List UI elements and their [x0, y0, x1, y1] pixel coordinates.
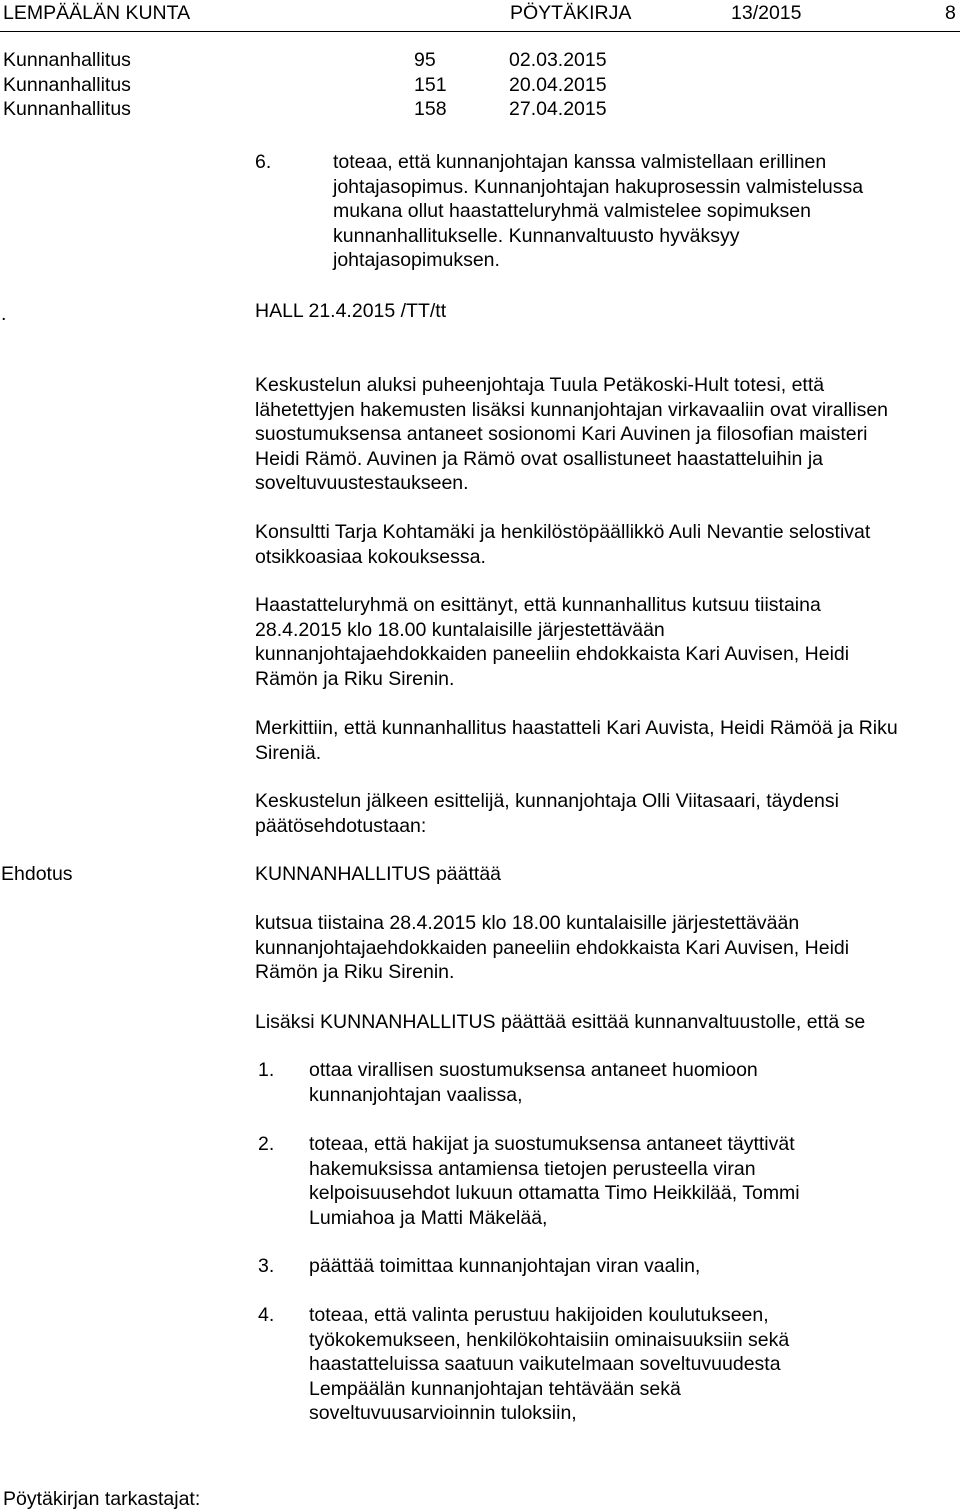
numbered-item-text — [309, 1254, 700, 1279]
text-line: otsikkoasiaa kokouksessa. — [255, 545, 486, 568]
text-line: Keskustelun aluksi puheenjohtaja Tuula Petäkoski-Hult totesi, että — [255, 374, 825, 396]
numbered-item-text — [309, 1058, 758, 1107]
paragraph — [255, 373, 888, 496]
text-line: johtajasopimus. Kunnanjohtajan hakuprosessin valmistelussa — [333, 175, 864, 198]
hall-reference: HALL 21.4.2015 /TT/tt — [255, 300, 447, 322]
paragraph — [255, 911, 849, 985]
paragraph — [255, 520, 870, 569]
header-divider — [0, 31, 960, 32]
paragraph — [255, 593, 849, 691]
item-number: 3. — [258, 1255, 275, 1277]
text-line: johtajasopimuksen. — [333, 249, 500, 271]
margin-dot: . — [1, 303, 7, 325]
text-line: Heidi Rämö. Auvinen ja Rämö ovat osallistuneet haastatteluihin ja — [255, 447, 823, 470]
text-line: työkokemukseen, henkilökohtaisiin ominaisuuksiin sekä — [309, 1328, 790, 1351]
numbered-item-text — [333, 150, 863, 273]
document-type: PÖYTÄKIRJA — [510, 2, 632, 24]
text-line: kutsua tiistaina 28.4.2015 klo 18.00 kuntalaisille järjestettävään — [255, 912, 800, 934]
text-line: toteaa, että valinta perustuu hakijoiden koulutukseen, — [309, 1304, 769, 1326]
numbered-item-text — [309, 1303, 789, 1426]
footer-reviewers-label: Pöytäkirjan tarkastajat: — [3, 1488, 201, 1510]
reference-body: Kunnanhallitus — [3, 73, 131, 96]
text-line: kelpoisuusehdot lukuun ottamatta Timo Heikkilää, Tommi — [309, 1182, 800, 1204]
paragraph — [255, 789, 839, 838]
reference-date: 20.04.2015 — [509, 73, 607, 96]
text-line: hakemuksissa antamiensa tietojen perusteella viran — [309, 1157, 756, 1180]
text-line: kunnanjohtajaehdokkaiden paneeliin ehdokkaista Kari Auvisen, Heidi — [255, 643, 850, 665]
item-number: 4. — [258, 1304, 275, 1326]
proposal-label: Ehdotus — [1, 863, 73, 885]
text-line: toteaa, että kunnanjohtajan kanssa valmistellaan erillinen — [333, 151, 827, 173]
text-line: lähetettyjen hakemusten lisäksi kunnanjohtajan virkavaaliin ovat virallisen — [255, 398, 889, 421]
document-number: 13/2015 — [731, 2, 802, 24]
reference-date: 27.04.2015 — [509, 98, 607, 120]
text-line: 28.4.2015 klo 18.00 kuntalaisille järjestettävään — [255, 618, 665, 641]
numbered-item-text — [309, 1132, 800, 1230]
reference-number: 151 — [414, 73, 447, 96]
reference-body: Kunnanhallitus — [3, 49, 131, 71]
text-line: Rämön ja Riku Sirenin. — [255, 667, 455, 690]
text-line: suostumuksensa antaneet sosionomi Kari Auvinen ja filosofian maisteri — [255, 423, 868, 445]
text-line: kunnanjohtajaehdokkaiden paneeliin ehdokkaista Kari Auvisen, Heidi — [255, 936, 850, 959]
reference-number: 158 — [414, 98, 447, 120]
reference-number: 95 — [414, 49, 436, 71]
item-number: 2. — [258, 1133, 275, 1155]
text-line: Rämön ja Riku Sirenin. — [255, 961, 455, 983]
item-number: 6. — [255, 151, 272, 173]
item-number: 1. — [258, 1059, 275, 1081]
proposal-heading: KUNNANHALLITUS päättää — [255, 863, 502, 885]
paragraph: Lisäksi KUNNANHALLITUS päättää esittää kunnanvaltuustolle, että se — [255, 1011, 866, 1033]
text-line: Lempäälän kunnanjohtajan tehtävään sekä — [309, 1377, 681, 1400]
municipality-name: LEMPÄÄLÄN KUNTA — [3, 2, 191, 24]
text-line: Lumiahoa ja Matti Mäkelää, — [309, 1206, 548, 1229]
text-line: Haastatteluryhmä on esittänyt, että kunnanhallitus kutsuu tiistaina — [255, 594, 821, 616]
text-line: ottaa virallisen suostumuksensa antaneet huomioon — [309, 1059, 758, 1081]
text-line: Merkittiin, että kunnanhallitus haastatteli Kari Auvista, Heidi Rämöä ja Riku — [255, 717, 898, 739]
reference-body: Kunnanhallitus — [3, 98, 131, 120]
text-line: Sireniä. — [255, 741, 322, 764]
text-line: päätösehdotustaan: — [255, 814, 427, 837]
page-number: 8 — [945, 2, 956, 24]
text-line: mukana ollut haastatteluryhmä valmistelee sopimuksen — [333, 200, 811, 222]
text-line: kunnanhallitukselle. Kunnanvaltuusto hyväksyy — [333, 224, 740, 247]
text-line: päättää toimittaa kunnanjohtajan viran vaalin, — [309, 1255, 701, 1277]
text-line: haastatteluissa saatuun vaikutelmaan soveltuvuudesta — [309, 1353, 781, 1375]
text-line: Konsultti Tarja Kohtamäki ja henkilöstöpäällikkö Auli Nevantie selostivat — [255, 521, 871, 543]
text-line: Keskustelun jälkeen esittelijä, kunnanjohtaja Olli Viitasaari, täydensi — [255, 790, 839, 812]
reference-date: 02.03.2015 — [509, 49, 607, 71]
text-line: soveltuvuusarvioinnin tuloksiin, — [309, 1402, 577, 1424]
text-line: soveltuvuustestaukseen. — [255, 472, 469, 494]
text-line: kunnanjohtajan vaalissa, — [309, 1083, 523, 1106]
text-line: toteaa, että hakijat ja suostumuksensa antaneet täyttivät — [309, 1133, 795, 1155]
paragraph — [255, 716, 898, 765]
